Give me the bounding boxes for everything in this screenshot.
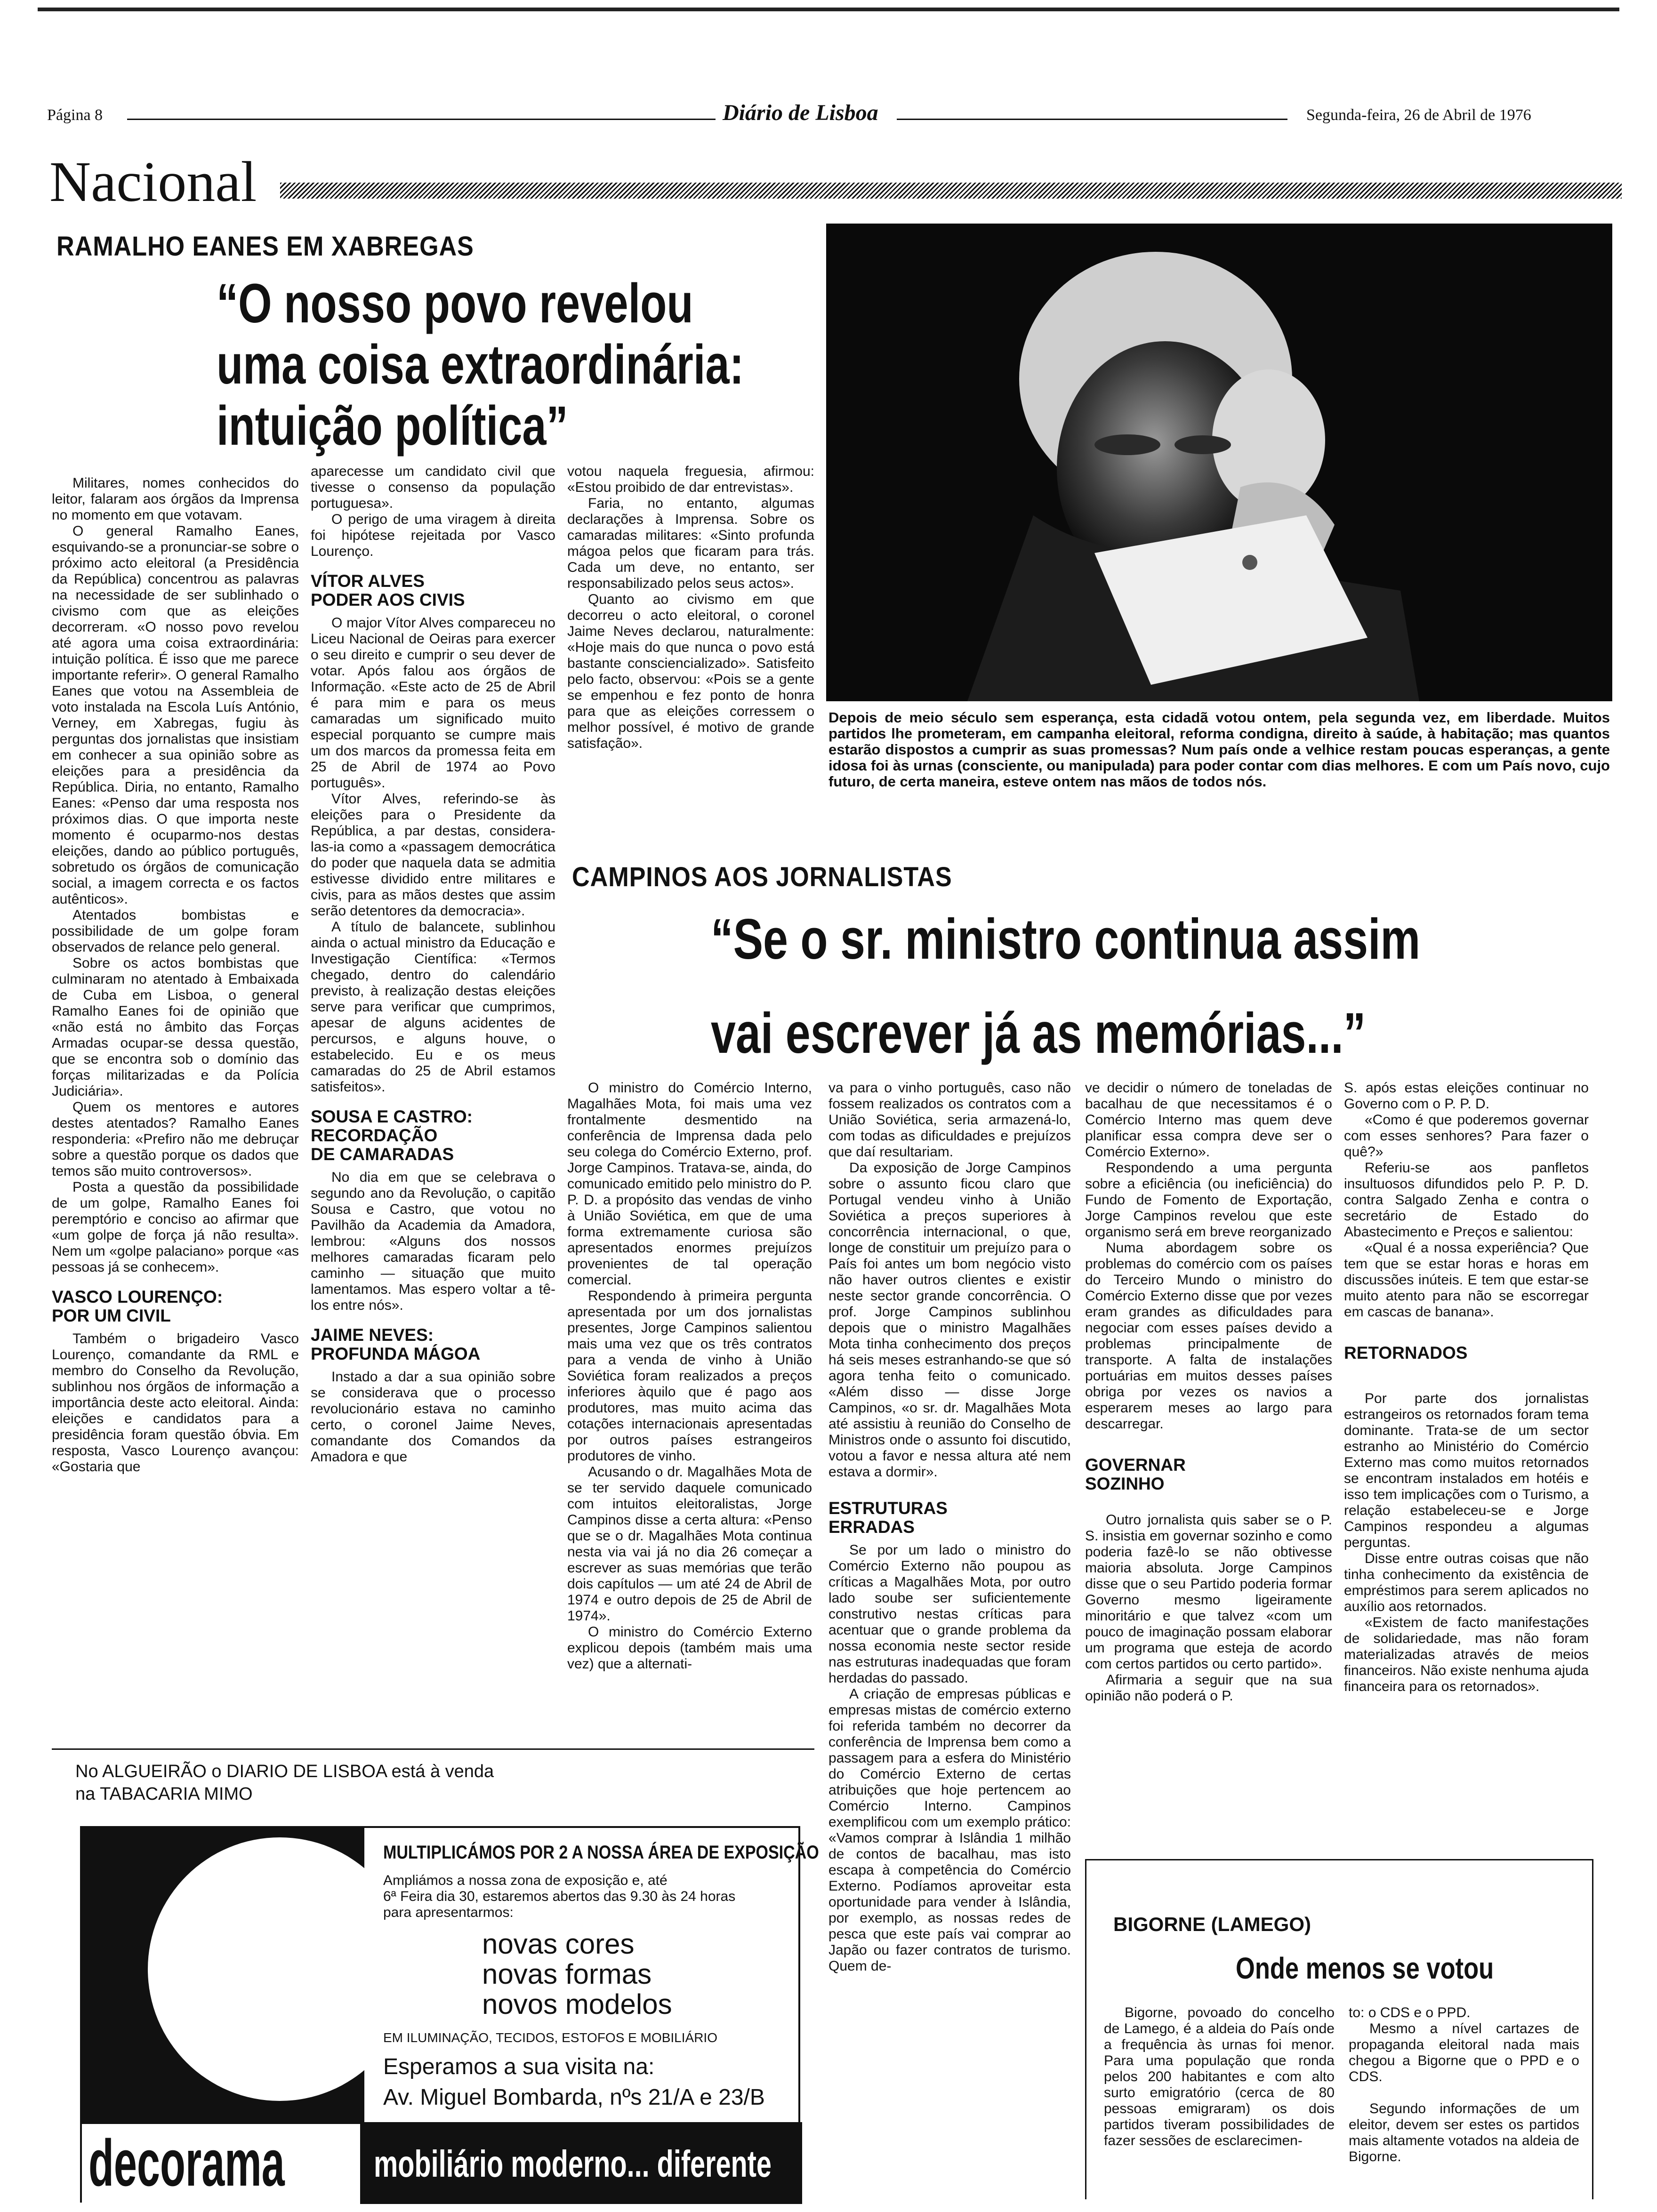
article2-kicker: CAMPINOS AOS JORNALISTAS bbox=[572, 862, 952, 892]
paragraph: Da exposição de Jorge Campinos sobre o assunto ficou claro que Portugal vendeu vinho à União Soviética a preços superiores à concorrência internacional, o que, longe de constituir um prejuízo para o País foi antes um bom negócio visto não haver outros clientes e existir neste sector grande concorrência. O prof. Jorge Campinos sublinhou depois que o ministro Magalhães Mota tinha conhecimento dos preços há seis meses estranhando-se que só agora tenha feito o comunicado. «Além disso — disse Jorge Campinos, «o sr. dr. Magalhães Mota até assistiu à reunião do Conselho de Ministros onde o assunto foi discutido, votou a favor e nessa altura até nem estava a dormir». bbox=[828, 1160, 1071, 1480]
article2-headline-line1: “Se o sr. ministro continua assim bbox=[711, 907, 1421, 971]
article1-column2 bbox=[311, 464, 555, 1465]
paragraph: Faria, no entanto, algumas declarações à Imprensa. Sobre os camaradas militares: «Sinto profunda mágoa pelos que ficaram para trás. Cada um deve, no entanto, ser responsabilizado pelos seus actos». bbox=[567, 496, 814, 591]
article2-column-b bbox=[828, 1080, 1071, 1974]
article3-kicker: BIGORNE (LAMEGO) bbox=[1113, 1913, 1311, 1935]
subhead-line: VÍTOR ALVES bbox=[311, 571, 425, 591]
paragraph: O perigo de uma viragem à direita foi hipótese rejeitada por Vasco Lourenço. bbox=[311, 512, 555, 559]
ad-big-line: novos modelos bbox=[482, 1988, 672, 2020]
notice-rule bbox=[52, 1748, 814, 1750]
subhead-line: SOZINHO bbox=[1085, 1474, 1165, 1493]
ad-intro-line: para apresentarmos: bbox=[383, 1905, 514, 1920]
paragraph: A criação de empresas públicas e empresas mistas de comércio externo foi referida também no decorrer da conferência de Imprensa bem como a passagem para a esfera do Ministério do Comércio Externo de certas atribuições que hoje pertencem ao Comércio Interno. Campinos exemplificou com um exemplo prático: «Vamos comprar à Islândia 1 milhão de contos de bacalhau, mas isto escapa à competência do Comércio Externo. Podíamos aproveitar esta oportunidade para vender à Islândia, por exemplo, as nossas redes de pesca que este país vai comprar ao Japão ou fazer contratos de turismo. Quem de- bbox=[828, 1686, 1071, 1974]
subhead-jaime bbox=[311, 1326, 555, 1363]
paragraph: Respondendo a uma pergunta sobre a eficiência (ou ineficiência) do Fundo de Fomento de Exportação, Jorge Campinos revelou que este organismo será em breve reorganizado bbox=[1085, 1160, 1332, 1240]
paragraph: O ministro do Comércio Externo explicou depois (também mais uma vez) que a alternati- bbox=[567, 1624, 812, 1672]
article3-headline: Onde menos se votou bbox=[1236, 1951, 1494, 1985]
article2-headline-line2: vai escrever já as memórias...” bbox=[711, 1001, 1366, 1065]
paragraph: Quanto ao civismo em que decorreu o acto eleitoral, o coronel Jaime Neves declarou, naturalmente: «Hoje mais do que nunca o povo está bastante consciencializado». Satisfeito pelo facto, observou: «Pois se a gente se empenhou e fez ponto de honra para que as eleições corressem o melhor possível, é motivo de grande satisfação». bbox=[567, 592, 814, 751]
masthead-rule-left bbox=[127, 119, 716, 120]
page-date: Segunda-feira, 26 de Abril de 1976 bbox=[1306, 106, 1531, 124]
paragraph: Afirmaria a seguir que na sua opinião não poderá o P. bbox=[1085, 1672, 1332, 1704]
paragraph: No dia em que se celebrava o segundo ano da Revolução, o capitão Sousa e Castro, que votou no Pavilhão da Academia da Amadora, lembrou: «Alguns dos nossos melhores camaradas ficaram pelo caminho — situação que muito lamentamos. Mas espero voltar a tê-los entre nós». bbox=[311, 1170, 555, 1313]
paragraph: ve decidir o número de toneladas de bacalhau de que necessitamos é o Comércio Interno mas quem deve planificar essa compra deve ser o Comércio Externo». bbox=[1085, 1080, 1332, 1160]
subhead-line: VASCO LOURENÇO: bbox=[52, 1287, 223, 1306]
paragraph: aparecesse um candidato civil que tivesse o consenso da população portuguesa». bbox=[311, 464, 555, 511]
ad-visit: Esperamos a sua visita na: bbox=[383, 2054, 655, 2079]
subhead-line: ERRADAS bbox=[828, 1517, 915, 1537]
ad-logo-circle bbox=[148, 1837, 364, 2101]
masthead-rule-right bbox=[897, 119, 1287, 120]
elderly-woman-voting-image bbox=[826, 224, 1612, 701]
paragraph: O general Ramalho Eanes, esquivando-se a pronunciar-se sobre o próximo acto eleitoral (a Presidência da República) concentrou as palavras na necessidade de ser sublinhado o civismo com que as eleições decorreram. «O nosso povo revelou até agora uma coisa extraordinária: intuição política. É isso que me parece importante referir». O general Ramalho Eanes que votou na Assembleia de voto instalada na Escola Luís António, Verney, em Xabregas, fugiu às perguntas dos jornalistas que insistiam em conhecer a sua opinião sobre as eleições para a presidência da República. Diria, no entanto, Ramalho Eanes: «Penso dar uma resposta nos próximos dias. O que importa neste momento é ocuparmo-nos destas eleições, dando ao público português, sobretudo os órgãos de comunicação social, a imagem correcta e os factos autênticos». bbox=[52, 523, 299, 907]
ad-logo-block bbox=[82, 1828, 364, 2122]
paragraph: Também o brigadeiro Vasco Lourenço, comandante da RML e membro do Conselho da Revolução, sublinhou nos órgãos de informação a importância deste acto eleitoral. Ainda: eleições e candidatos para a presidência foram questão óbvia. Em resposta, Vasco Lourenço avançou: «Gostaria que bbox=[52, 1331, 299, 1475]
notice-line: No ALGUEIRÃO o DIARIO DE LISBOA está à venda bbox=[75, 1762, 494, 1781]
ad-big-text bbox=[482, 1929, 672, 2020]
ad-materials: EM ILUMINAÇÃO, TECIDOS, ESTOFOS E MOBILIÁRIO bbox=[383, 2030, 717, 2045]
paragraph: Numa abordagem sobre os problemas do comércio com os países do Terceiro Mundo o ministro do Comércio Externo disse que por vezes eram grandes as dificuldades para negociar com esses países devido a problemas principalmente de transporte. A falta de instalações portuárias em muitos desses países obriga por vezes os navios a esperarem meses ao largo para descarregar. bbox=[1085, 1240, 1332, 1432]
paragraph: «Qual é a nossa experiência? Que tem que se estar horas e horas em discussões inúteis. E tem que estar-se muito atento para não se escorregar em cascas de banana». bbox=[1344, 1240, 1589, 1320]
paragraph: Vítor Alves, referindo-se às eleições para o Presidente da República, a par destas, considera-las-ia como a «passagem democrática do poder que naquela data se admitia estivesse dividido entre militares e civis, para as mãos destes que assim serão detentores da democracia». bbox=[311, 791, 555, 919]
paragraph: va para o vinho português, caso não fossem realizados os contratos com a União Soviética, seria armazená-lo, com todas as dificuldades e prejuízos que daí resultariam. bbox=[828, 1080, 1071, 1160]
article1-kicker: RAMALHO EANES EM XABREGAS bbox=[56, 231, 474, 262]
paragraph: Instado a dar a sua opinião sobre se considerava que o processo revolucionário estava no caminho certo, o coronel Jaime Neves, comandante dos Comandos da Amadora e que bbox=[311, 1369, 555, 1465]
paragraph: Atentados bombistas e possibilidade de um golpe foram observados de relance pelo general. bbox=[52, 907, 299, 955]
subhead-line: GOVERNAR bbox=[1085, 1455, 1186, 1475]
subhead-line: PODER AOS CIVIS bbox=[311, 590, 465, 609]
paper-name: Diário de Lisboa bbox=[723, 100, 878, 125]
article1-column3 bbox=[567, 464, 814, 752]
article1-headline bbox=[217, 273, 893, 457]
paragraph: «Como é que poderemos governar com esses senhores? Para fazer o quê?» bbox=[1344, 1112, 1589, 1160]
paragraph: Mesmo a nível cartazes de propaganda eleitoral nada mais chegou a Bigorne que o PPD e o CDS. bbox=[1349, 2021, 1579, 2084]
article1-headline-line1: “O nosso povo revelou bbox=[217, 272, 693, 335]
ad-slogan: mobiliário moderno... diferente bbox=[374, 2143, 772, 2185]
decorama-ad bbox=[80, 1826, 819, 2203]
paragraph: Referiu-se aos panfletos insultuosos difundidos pelo P. P. D. contra Salgado Zenha e contra o secretário de Estado do Abastecimento e Preços e salientou: bbox=[1344, 1160, 1589, 1240]
article2-column-d bbox=[1344, 1080, 1589, 1695]
subhead-retornados: RETORNADOS bbox=[1344, 1343, 1468, 1362]
voter-photo bbox=[826, 224, 1612, 701]
top-rule bbox=[38, 8, 1619, 11]
section-title: Nacional bbox=[49, 150, 257, 214]
paragraph: O ministro do Comércio Interno, Magalhães Mota, foi mais uma vez frontalmente desmentido na conferência de Imprensa dada pelo seu colega do Comércio Externo, prof. Jorge Campinos. Tratava-se, ainda, do comunicado emitido pelo ministro do P. P. D. a propósito das vendas de vinho à União Soviética, em que de uma forma extremamente curiosa são apresentados enormes prejuízos provenientes de tal operação comercial. bbox=[567, 1080, 812, 1288]
ad-big-line: novas formas bbox=[482, 1958, 652, 1990]
section-hatch-rule bbox=[280, 183, 1622, 199]
paragraph: Posta a questão da possibilidade de um golpe, Ramalho Eanes foi peremptório e conciso ao afirmar que «um golpe de força já não resulta». Nem um «golpe palaciano» porque «as pessoas já se conhecem». bbox=[52, 1179, 299, 1275]
paragraph: Bigorne, povoado do concelho de Lamego, é a aldeia do País onde a frequência às urnas foi menor. Para uma população que ronda pelos 200 habitantes e com alto surto emigratório (cerca de 80 pessoas emigraram) os dois partidos tiveram possibilidades de fazer sessões de esclarecimen- bbox=[1104, 2005, 1335, 2148]
subhead-sousa bbox=[311, 1107, 555, 1164]
ad-address: Av. Miguel Bombarda, nºs 21/A e 23/B bbox=[383, 2085, 765, 2110]
subhead-estruturas bbox=[828, 1499, 1071, 1537]
article3-column2 bbox=[1349, 2005, 1579, 2165]
paragraph: Por parte dos jornalistas estrangeiros os retornados foram tema dominante. Trata-se de um sector estranho ao Ministério do Comércio Externo mas como muitos retornados se encontram instalados em hotéis e isso tem implicações com o Turismo, a relação estabeleceu-se e Jorge Campinos respondeu a algumas perguntas. bbox=[1344, 1391, 1589, 1550]
paragraph: A título de balancete, sublinhou ainda o actual ministro da Educação e Investigação Científica: «Termos chegado, dentro do calendário previsto, à realização destas eleições serve para verificar que cumprimos, apesar de alguns acidentes de percursos, e alguns houve, o estabelecido. Eu e os meus camaradas do 25 de Abril estamos satisfeitos». bbox=[311, 919, 555, 1095]
article1-headline-line2: uma coisa extraordinária: bbox=[217, 334, 744, 396]
article1-column1 bbox=[52, 475, 299, 1475]
notice-line: na TABACARIA MIMO bbox=[75, 1784, 253, 1804]
paragraph: Sobre os actos bombistas que culminaram no atentado à Embaixada de Cuba em Lisboa, o general Ramalho Eanes foi de opinião que «não está no âmbito das Forças Armadas ocupar-se dessa questão, que se encontra sob o domínio das forças militarizadas e da Polícia Judiciária». bbox=[52, 955, 299, 1099]
subhead-vasco bbox=[52, 1288, 299, 1325]
page-number: Página 8 bbox=[47, 106, 103, 124]
ad-slogan-block bbox=[362, 2124, 802, 2204]
paragraph: votou naquela freguesia, afirmou: «Estou proibido de dar entrevistas». bbox=[567, 464, 814, 495]
subhead-line: RECORDAÇÃO bbox=[311, 1126, 438, 1145]
ad-big-line: novas cores bbox=[482, 1928, 635, 1960]
subhead-line: DE CAMARADAS bbox=[311, 1145, 454, 1164]
paragraph: Quem os mentores e autores destes atentados? Ramalho Eanes responderia: «Prefiro não me debruçar sobre a questão porque os dados que temos são muito controversos». bbox=[52, 1099, 299, 1179]
paragraph: to: o CDS e o PPD. bbox=[1349, 2005, 1471, 2020]
paragraph: Segundo informações de um eleitor, devem ser estes os partidos mais altamente votados na aldeia de Bigorne. bbox=[1349, 2101, 1579, 2164]
paragraph: Se por um lado o ministro do Comércio Externo não poupou as críticas a Magalhães Mota, por outro lado soube ser suficientemente construtivo nestas críticas para acentuar que o grande problema da nossa economia neste sector reside nas estruturas inadequadas que foram herdadas do passado. bbox=[828, 1542, 1071, 1686]
ad-headline: MULTIPLICÁMOS POR 2 A NOSSA ÁREA DE EXPOSIÇÃO bbox=[383, 1842, 819, 1863]
subhead-line: JAIME NEVES: bbox=[311, 1325, 434, 1345]
paragraph: O major Vítor Alves compareceu no Liceu Nacional de Oeiras para exercer o seu direito e cumprir o seu dever de votar. Após falou aos órgãos de Informação. «Este acto de 25 de Abril é para mim e para os meus camaradas um significado muito especial porquanto se cumpre mais um dos marcos da promessa feita em 25 de Abril de 1974 ao Povo português». bbox=[311, 615, 555, 791]
paragraph: «Existem de facto manifestações de solidariedade, mas não foram materializadas através de meios financeiros. Não existe nenhuma ajuda financeira para os retornados». bbox=[1344, 1615, 1589, 1694]
ad-brand: decorama bbox=[88, 2126, 285, 2200]
subhead-line: ESTRUTURAS bbox=[828, 1499, 948, 1518]
paragraph: Outro jornalista quis saber se o P. S. insistia em governar sozinho e como poderia fazê-lo se não obtivesse maioria absoluta. Jorge Campinos disse que o seu Partido poderia formar Governo mesmo ligeiramente minoritário e que talvez «com um pouco de imaginação possam elaborar um programa que esteja de acordo com certos partidos ou certo partido». bbox=[1085, 1512, 1332, 1672]
subhead-vitor bbox=[311, 572, 555, 609]
paragraph: Respondendo à primeira pergunta apresentada por um dos jornalistas presentes, Jorge Campinos salientou mais uma vez que os três contratos para a venda de vinho à União Soviética foram realizados a preços inferiores àquilo que é pago aos produtores, mas muito acima das cotações internacionais apresentadas por outros países estrangeiros produtores de vinho. bbox=[567, 1288, 812, 1464]
paragraph: Acusando o dr. Magalhães Mota de se ter servido daquele comunicado com intuitos eleitoralistas, Jorge Campinos disse a certa altura: «Penso que se o dr. Magalhães Mota continua nesta via vai já no dia 26 começar a escrever as suas memórias que terão dois capítulos — um até 24 de Abril de 1974 e outro depois de 25 de Abril de 1974». bbox=[567, 1464, 812, 1624]
ad-intro-line: 6ª Feira dia 30, estaremos abertos das 9.30 às 24 horas bbox=[383, 1889, 736, 1904]
subhead-line: POR UM CIVIL bbox=[52, 1306, 171, 1325]
subhead-line: PROFUNDA MÁGOA bbox=[311, 1344, 481, 1363]
sales-notice bbox=[75, 1760, 494, 1805]
article2-column-c bbox=[1085, 1080, 1332, 1704]
paragraph: Militares, nomes conhecidos do leitor, falaram aos órgãos da Imprensa no momento em que votavam. bbox=[52, 475, 299, 523]
article3-column1 bbox=[1104, 2005, 1335, 2149]
ad-brand-block bbox=[82, 2124, 362, 2204]
article1-headline-line3: intuição política” bbox=[217, 395, 568, 457]
ad-intro-line: Ampliámos a nossa zona de exposição e, até bbox=[383, 1873, 668, 1888]
subhead-line: SOUSA E CASTRO: bbox=[311, 1107, 473, 1126]
paragraph: Disse entre outras coisas que não tinha conhecimento da existência de empréstimos para serem aplicados no auxílio aos retornados. bbox=[1344, 1551, 1589, 1614]
photo-caption: Depois de meio século sem esperança, esta cidadã votou ontem, pela segunda vez, em liberdade. Muitos partidos lhe prometeram, em campanha eleitoral, reforma condigna, direito à saúde, à habitação; mas quantos estarão dispostos a cumprir as suas promessas? Num país onde a velhice restam poucas esperanças, a gente idosa foi às urnas (consciente, ou manipulada) para poder contar com dias melhores. E com um País novo, cujo futuro, de certa maneira, esteve ontem nas mãos de todos nós. bbox=[828, 709, 1610, 790]
article2-column-a bbox=[567, 1080, 812, 1672]
paragraph: S. após estas eleições continuar no Governo com o P. P. D. bbox=[1344, 1080, 1589, 1112]
ad-intro bbox=[383, 1873, 735, 1921]
subhead-governar bbox=[1085, 1456, 1332, 1493]
